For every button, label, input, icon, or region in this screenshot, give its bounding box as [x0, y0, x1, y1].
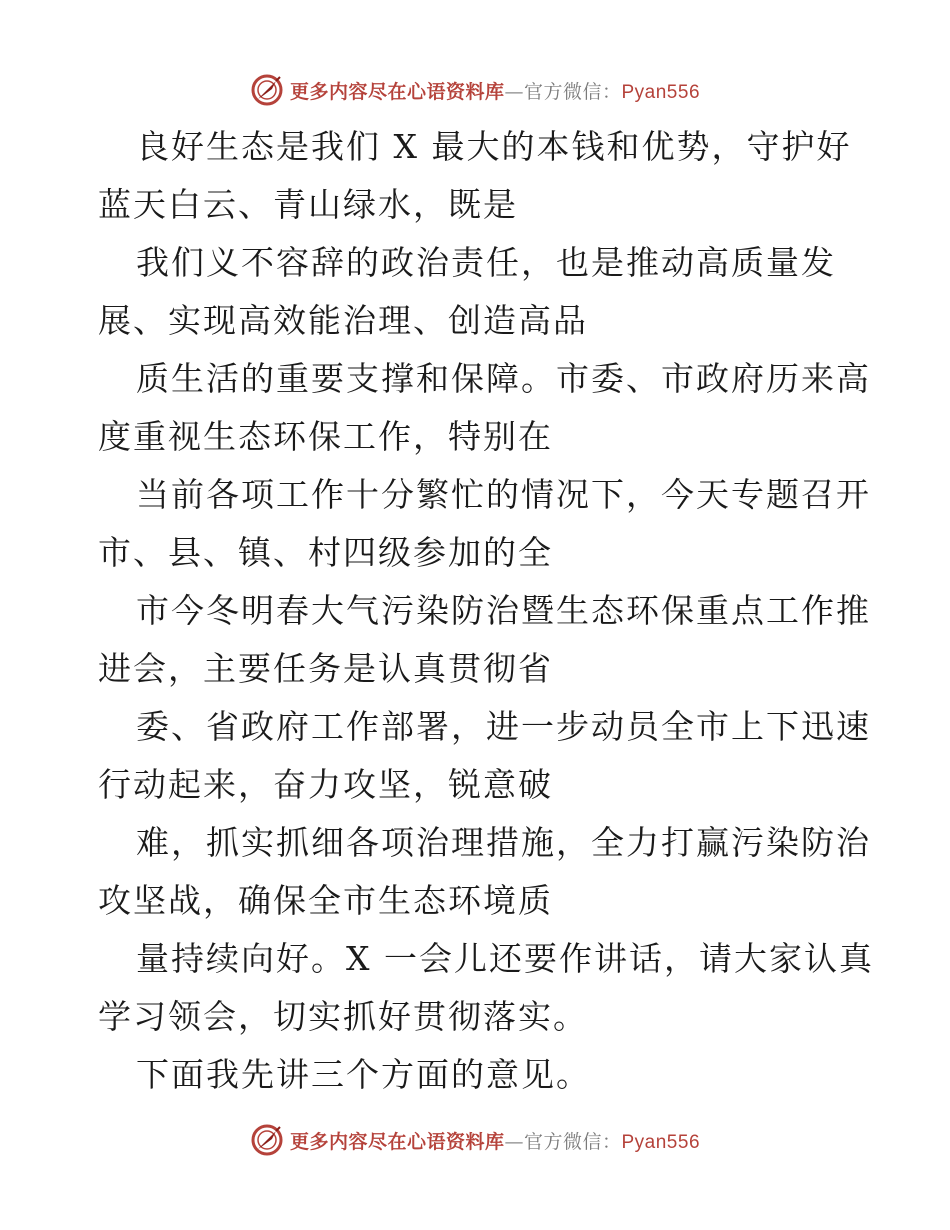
header-banner — [0, 70, 950, 110]
text-line: 攻坚战，确保全市生态环境质 — [98, 881, 553, 920]
banner-text — [290, 77, 700, 104]
text-line: 质生活的重要支撑和保障。市委、市政府历来高 — [136, 359, 871, 398]
text-line: 进会，主要任务是认真贯彻省 — [98, 649, 553, 688]
text-line: 行动起来，奋力攻坚，锐意破 — [98, 765, 553, 804]
text-line: 良好生态是我们 X 最大的本钱和优势，守护好 — [136, 127, 852, 166]
banner-separator: — — [504, 1130, 524, 1153]
quill-logo-icon — [250, 1123, 284, 1157]
banner-text — [290, 1127, 700, 1154]
text-line: 度重视生态环保工作，特别在 — [98, 417, 553, 456]
text-line: 委、省政府工作部署，进一步动员全市上下迅速 — [136, 707, 871, 746]
footer-banner — [0, 1120, 950, 1160]
banner-wechat-id: Pyan556 — [621, 1131, 701, 1153]
text-line: 我们义不容辞的政治责任，也是推动高质量发 — [136, 243, 836, 282]
banner-wechat-id: Pyan556 — [621, 81, 701, 103]
text-line: 当前各项工作十分繁忙的情况下，今天专题召开 — [136, 475, 871, 514]
banner-main: 更多内容尽在心语资料库 — [289, 80, 505, 103]
document-body — [98, 118, 874, 1104]
banner-label: 官方微信： — [523, 1130, 622, 1153]
banner-main: 更多内容尽在心语资料库 — [289, 1130, 505, 1153]
text-line: 下面我先讲三个方面的意见。 — [136, 1055, 591, 1094]
banner-label: 官方微信： — [523, 80, 622, 103]
text-line: 学习领会，切实抓好贯彻落实。 — [98, 997, 588, 1036]
text-line: 难，抓实抓细各项治理措施，全力打赢污染防治 — [136, 823, 871, 862]
banner-separator: — — [504, 80, 524, 103]
text-line: 展、实现高效能治理、创造高品 — [98, 301, 588, 340]
text-line: 市、县、镇、村四级参加的全 — [98, 533, 553, 572]
text-line: 蓝天白云、青山绿水，既是 — [98, 185, 518, 224]
text-line: 市今冬明春大气污染防治暨生态环保重点工作推 — [136, 591, 871, 630]
text-line: 量持续向好。X 一会儿还要作讲话，请大家认真 — [136, 939, 874, 978]
quill-logo-icon — [250, 73, 284, 107]
